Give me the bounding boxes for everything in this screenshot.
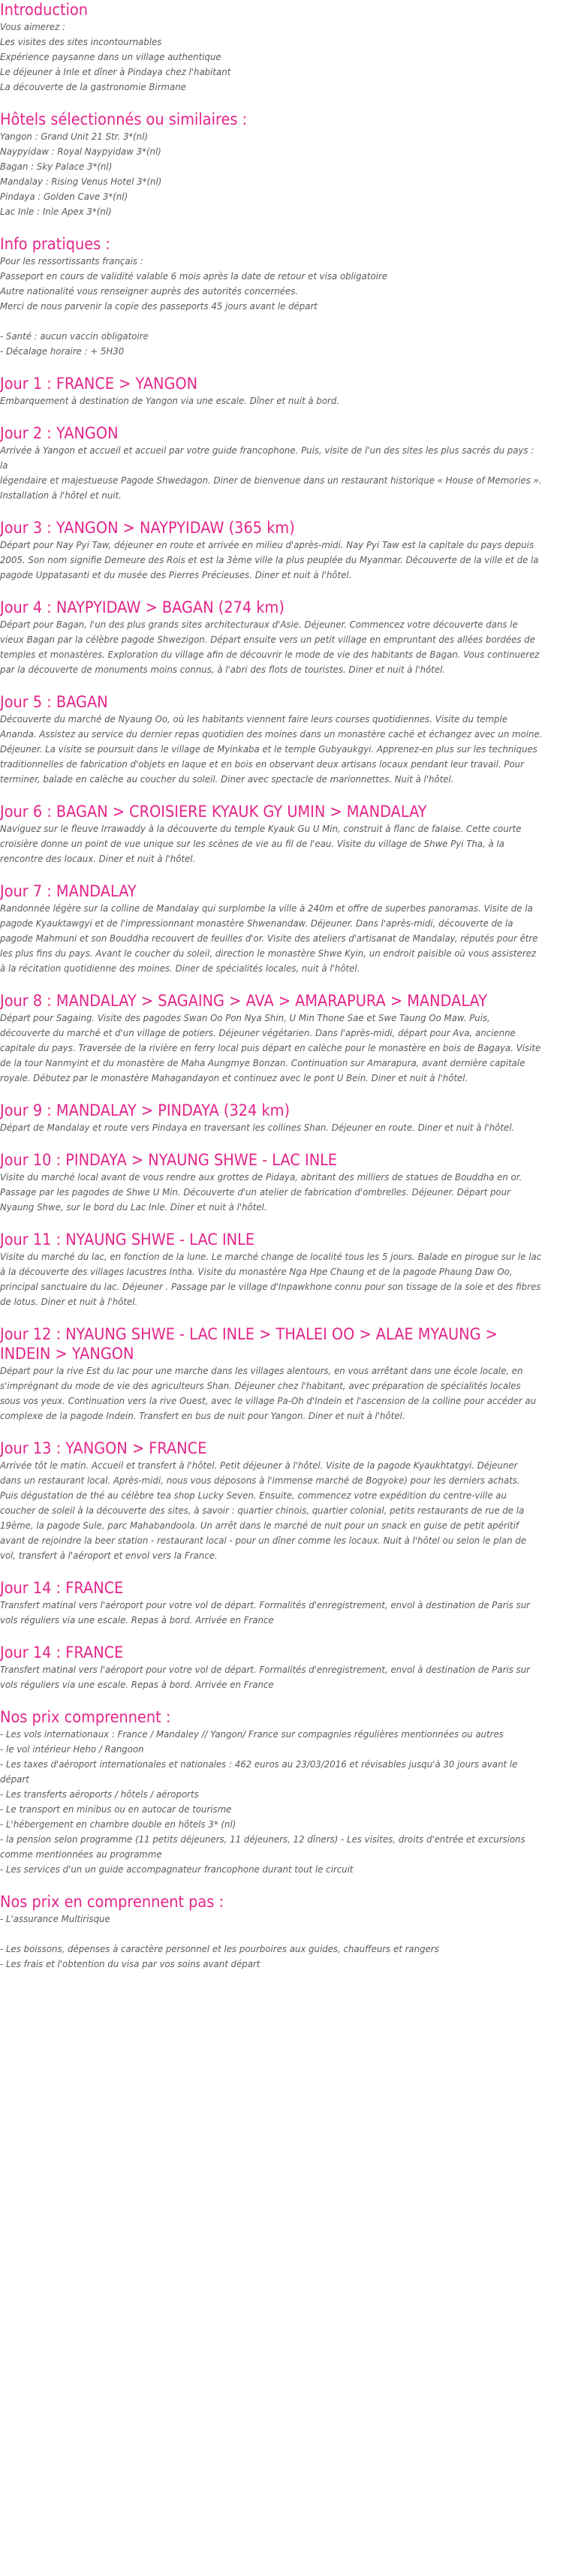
section-text-line: - L'assurance Multirisque: [0, 1914, 110, 1924]
section-text-line: Nyaung Shwe, sur le bord du Lac Inle. Diner et nuit à l'hôtel.: [0, 1202, 267, 1213]
section-title: Jour 14 : FRANCE: [0, 1579, 124, 1597]
section-text-line: - Les frais et l'obtention du visa par vos soins avant départ: [0, 1959, 260, 1969]
section-text-line: Puis dégustation de thé au célèbre tea shop Lucky Seven. Ensuite, commencez votre expédition du centre-ville au: [0, 1490, 507, 1501]
section: [0, 0, 554, 110]
section-spacer: [0, 866, 554, 881]
section-text-line: Pour les ressortissants français :: [0, 256, 143, 267]
section-title: Jour 1 : FRANCE > YANGON: [0, 375, 198, 393]
section-text-line: Déjeuner. La visite se poursuit dans le village de Myinkaba et le temple Gubyaukgyi. Apprenez-en plus sur les techniques: [0, 744, 537, 755]
section: [0, 1230, 554, 1324]
section-title: Jour 2 : YANGON: [0, 424, 119, 442]
section-text-line: - Les services d'un un guide accompagnateur francophone durant tout le circuit: [0, 1864, 354, 1875]
section-text-line: Le déjeuner à Inle et dîner à Pindaya chez l'habitant: [0, 67, 231, 77]
section-text-line: comme mentionnées au programme: [0, 1849, 162, 1860]
section-spacer: [0, 1424, 554, 1439]
section-title: Jour 13 : YANGON > FRANCE: [0, 1439, 207, 1457]
section-text-line: Départ de Mandalay et route vers Pindaya en traversant les collines Shan. Déjeuner en route. Diner et nuit à l'hôtel.: [0, 1122, 515, 1133]
section-text-line: principal sanctuaire du lac. Déjeuner . Passage par le village d'Inpawkhone connu pour son tissage de la soie et des fibres: [0, 1282, 541, 1292]
section-spacer: [0, 359, 554, 374]
section: [0, 991, 554, 1101]
section-text-line: Vous aimerez :: [0, 22, 65, 32]
section: [0, 1324, 554, 1439]
section-text-line: découverte du marché et d'un village de potiers. Déjeuner végétarien. Dans l'après-midi, départ pour Ava, ancienne: [0, 1028, 516, 1038]
section: [0, 692, 554, 802]
section-text-line: pagode Kyauktawgyi et de l'impressionnant monastère Shwenandaw. Déjeuner. Dans l'après-midi, découverte de la: [0, 918, 513, 929]
section-text-line: vol, transfert à l'aéroport et envol vers la France.: [0, 1550, 218, 1561]
section-spacer: [0, 677, 554, 692]
section-title: Jour 7 : MANDALAY: [0, 882, 137, 900]
section-text-line: 2005. Son nom signifie Demeure des Rois et est la 3ème ville la plus peuplée du Myanmar. Découverte de la ville et de la: [0, 555, 539, 565]
section-spacer: [0, 1972, 554, 1987]
section-text-line: Départ pour Bagan, l'un des plus grands sites architecturaux d'Asie. Déjeuner. Commencez votre découverte dans le: [0, 619, 518, 630]
section: [0, 374, 554, 423]
section-title: Jour 10 : PINDAYA > NYAUNG SHWE - LAC INLE: [0, 1151, 338, 1169]
section-text-line: - L'hébergement en chambre double en hôtels 3* (nl): [0, 1819, 236, 1830]
section-text-line: Randonnée légère sur la colline de Mandalay qui surplombe la ville à 240m et offre de superbes panoramas. Visite de la: [0, 903, 533, 914]
section-text-line: les plus fins du pays. Avant le coucher du soleil, direction le monastère Shwe Kyin, un endroit paisible où vous assisterez: [0, 948, 537, 959]
section-title: Jour 14 : FRANCE: [0, 1644, 124, 1662]
section-text-line: La découverte de la gastronomie Birmane: [0, 82, 186, 92]
section-text-line: - le vol intérieur Heho / Rangoon: [0, 1744, 144, 1755]
section-text-line: vieux Bagan par la célèbre pagode Shwezigon. Départ ensuite vers un petit village en empruntant des allées bordées de: [0, 634, 535, 645]
section: [0, 1578, 554, 1643]
section-spacer: [0, 1563, 554, 1578]
section-spacer: [0, 787, 554, 802]
section-text-line: Expérience paysanne dans un village authentique: [0, 52, 221, 62]
section-text-line: - Les vols internationaux : France / Mandaley // Yangon/ France sur compagnies régulières mentionnées ou autres: [0, 1729, 504, 1740]
section-text-line: Naviguez sur le fleuve Irrawaddy à la découverte du temple Kyauk Gu U Min, construit à flanc de falaise. Cette courte: [0, 824, 522, 834]
section-text-line: Merci de nous parvenir la copie des passeports 45 jours avant le départ: [0, 301, 318, 312]
section-text-line: Transfert matinal vers l'aéroport pour votre vol de départ. Formalités d'enregistrement, envol à destination de Paris sur: [0, 1600, 530, 1610]
section-title: Nos prix en comprennent pas :: [0, 1893, 224, 1911]
section-text-line: rencontre des locaux. Diner et nuit à l'hôtel.: [0, 854, 196, 864]
section-text-line: Naypyidaw : Royal Naypyidaw 3*(nl): [0, 146, 161, 157]
section-spacer: [0, 503, 554, 518]
section: [0, 110, 554, 234]
section-text-line: - Les taxes d'aéroport internationales et nationales : 462 euros au 23/03/2016 et révisables jusqu'à 30 jours avant le: [0, 1759, 518, 1770]
section-text-line: - Les transferts aéroports / hôtels / aéroports: [0, 1789, 199, 1800]
section-text-line: Découverte du marché de Nyaung Oo, où les habitants viennent faire leurs courses quotidiennes. Visite du temple: [0, 714, 507, 725]
section-text-line: Départ pour la rive Est du lac pour une marche dans les villages alentours, en vous arrêtant dans une école locale, en: [0, 1366, 523, 1376]
section-text-line: capitale du pays. Traversée de la rivière en ferry local puis départ en calèche pour le monastère en bois de Bagaya. Visite: [0, 1043, 541, 1053]
section-text-line: vols réguliers via une escale. Repas à bord. Arrivée en France: [0, 1615, 274, 1625]
section-text-line: légendaire et majestueuse Pagode Shwedagon. Diner de bienvenue dans un restaurant historique « House of Memories ».: [0, 475, 542, 486]
section-spacer: [0, 1086, 554, 1101]
section-text-line: par la découverte de monuments moins connus, à l'abri des flots de touristes. Diner et nuit à l'hôtel.: [0, 664, 446, 675]
section-text-line: Yangon : Grand Unit 21 Str. 3*(nl): [0, 131, 149, 142]
section-text-line: traditionnelles de fabrication d'objets en laque et en bois en observant deux artisans locaux pendant leur travail. Pour: [0, 759, 524, 770]
section-text-line: Les visites des sites incontournables: [0, 37, 162, 47]
section: [0, 1707, 554, 1892]
section-text-line: croisière donne un point de vue unique sur les scènes de vie au fil de l'eau. Visite du village de Shwe Pyi Tha, à la: [0, 839, 504, 849]
section-text-line: coucher de soleil à la découverte des sites, à savoir : quartier chinois, quartier colonial, petits restaurants de rue de la: [0, 1505, 525, 1516]
section-spacer: [0, 1877, 554, 1892]
section-spacer: [0, 1215, 554, 1230]
section-title: Info pratiques :: [0, 235, 110, 253]
section-text-line: Mandalay : Rising Venus Hotel 3*(nl): [0, 176, 162, 187]
section-text-line: avant de rejoindre la beer station - restaurant local - pour un dîner comme les locaux. Nuit à l'hôtel ou selon le plan de: [0, 1535, 527, 1546]
section-text-line: de la tour Nanmyint et du monastère de Maha Aungmye Bonzan. Continuation sur Amarapura, avant dernière capitale: [0, 1058, 525, 1068]
section-text-line: Pindaya : Golden Cave 3*(nl): [0, 191, 128, 202]
section-text-line: Passeport en cours de validité valable 6 mois après la date de retour et visa obligatoire: [0, 271, 387, 282]
section-title: Jour 11 : NYAUNG SHWE - LAC INLE: [0, 1231, 255, 1249]
section: [0, 1892, 554, 1987]
section-text-line: dans un restaurant local. Après-midi, nous vous déposons à l'immense marché de Bogyoke) pour les derniers achats.: [0, 1475, 520, 1486]
section-text-line: de lotus. Diner et nuit à l'hôtel.: [0, 1297, 138, 1307]
section-text-line: - la pension selon programme (11 petits déjeuners, 11 déjeuners, 12 dîners) - Les visites, droits d'entrée et excursions: [0, 1834, 525, 1845]
section: [0, 1101, 554, 1150]
section-text-line: Visite du marché du lac, en fonction de la lune. Le marché change de localité tous les 5 jours. Balade en pirogue sur le lac: [0, 1252, 542, 1262]
section: [0, 518, 554, 598]
section-title: Introduction: [0, 1, 88, 19]
section: [0, 234, 554, 374]
section: [0, 1150, 554, 1230]
section-text-line: royale. Débutez par le monastère Mahagandayon et continuez avec le pont U Bein. Diner et nuit à l'hôtel.: [0, 1073, 468, 1083]
section-text-line: Départ pour Nay Pyi Taw, déjeuner en route et arrivée en milieu d'après-midi. Nay Pyi Taw est la capitale du pays depuis: [0, 540, 534, 550]
section-spacer: [0, 583, 554, 598]
section-text-line: Lac Inle : Inle Apex 3*(nl): [0, 206, 112, 217]
section: [0, 598, 554, 692]
section-text-line: pagode Mahmuni et son Bouddha recouvert de feuilles d'or. Visite des ateliers d'artisanat de Mandalay, réputés pour être: [0, 933, 538, 944]
section: [0, 802, 554, 881]
section-text-line: Embarquement à destination de Yangon via une escale. Dîner et nuit à bord.: [0, 396, 340, 406]
section: [0, 1439, 554, 1578]
section-text-line: à la récitation quotidienne des moines. Diner de spécialités locales, nuit à l'hôtel.: [0, 963, 360, 974]
section-spacer: [0, 219, 554, 234]
section-text-line: Bagan : Sky Palace 3*(nl): [0, 161, 113, 172]
section-spacer: [0, 408, 554, 423]
section-text-line: - Les boissons, dépenses à caractère personnel et les pourboires aux guides, chauffeurs et rangers: [0, 1944, 439, 1954]
section: [0, 881, 554, 991]
section-text-line: Passage par les pagodes de Shwe U Min. Découverte d'un atelier de fabrication d'ombrelles. Déjeuner. Départ pour: [0, 1187, 510, 1198]
section-text-line: pagode Uppatasanti et du musée des Pierres Précieuses. Diner et nuit à l'hôtel.: [0, 570, 352, 580]
section: [0, 423, 554, 518]
section-title: Jour 4 : NAYPYIDAW > BAGAN (274 km): [0, 598, 284, 616]
section-text-line: Ananda. Assistez au service du dernier repas quotidien des moines dans un monastère caché et échangez avec un moine.: [0, 729, 543, 740]
section-text-line: s'imprégnant du mode de vie des agriculteurs Shan. Déjeuner chez l'habitant, avec préparation de spécialités locales: [0, 1381, 521, 1391]
section-text-line: - Santé : aucun vaccin obligatoire: [0, 331, 149, 342]
section-text-line: temples et monastères. Exploration du village afin de découvrir le mode de vie des habitants de Bagan. Vous continuerez: [0, 649, 540, 660]
section-text-line: - Décalage horaire : + 5H30: [0, 346, 125, 357]
section-text-line: [0, 1927, 543, 1942]
section-text-line: Arrivée tôt le matin. Accueil et transfert à l'hôtel. Petit déjeuner à l'hôtel. Visite de la pagode Kyaukhtatgyi. Déjeuner: [0, 1460, 518, 1471]
section-title: Jour 5 : BAGAN: [0, 693, 108, 711]
section-text-line: - Le transport en minibus ou en autocar de tourisme: [0, 1804, 232, 1815]
section-text-line: Autre nationalité vous renseigner auprès des autorités concernées.: [0, 286, 299, 297]
section-spacer: [0, 1309, 554, 1324]
section-text-line: vols réguliers via une escale. Repas à bord. Arrivée en France: [0, 1680, 274, 1690]
section-text-line: complexe de la pagode Indein. Transfert en bus de nuit pour Yangon. Diner et nuit à l'hôtel.: [0, 1411, 405, 1421]
section-text-line: Arrivée à Yangon et accueil et accueil par votre guide francophone. Puis, visite de l'un des sites les plus sacrés du pays : la: [0, 445, 534, 471]
section-text-line: Transfert matinal vers l'aéroport pour votre vol de départ. Formalités d'enregistrement, envol à destination de Paris sur: [0, 1665, 530, 1675]
section-title: Nos prix comprennent :: [0, 1708, 171, 1726]
section-title: Jour 9 : MANDALAY > PINDAYA (324 km): [0, 1101, 291, 1119]
section-text-line: terminer, balade en calèche au coucher du soleil. Diner avec spectacle de marionnettes. Nuit à l'hôtel.: [0, 774, 454, 785]
section-text-line: Départ pour Sagaing. Visite des pagodes Swan Oo Pon Nya Shin, U Min Thone Sae et Swe Taung Oo Maw. Puis,: [0, 1013, 490, 1023]
section-title: Hôtels sélectionnés ou similaires :: [0, 110, 248, 128]
section-text-line: sous vos yeux. Continuation vers la rive Ouest, avec le village Pa-Oh d'Indein et l'ascension de la colline pour accéder au: [0, 1396, 537, 1406]
section-text-line: [0, 314, 543, 329]
section-spacer: [0, 976, 554, 991]
section-spacer: [0, 1628, 554, 1643]
section-spacer: [0, 1135, 554, 1150]
section-title: Jour 12 : NYAUNG SHWE - LAC INLE > THALEI OO > ALAE MYAUNG > INDEIN > YANGON: [0, 1325, 498, 1363]
section-spacer: [0, 1692, 554, 1707]
section-spacer: [0, 95, 554, 110]
section-text-line: à la découverte des villages lacustres Intha. Visite du monastère Nga Hpe Chaung et de la pagode Phaung Daw Oo,: [0, 1267, 513, 1277]
section-title: Jour 6 : BAGAN > CROISIERE KYAUK GY UMIN > MANDALAY: [0, 803, 427, 821]
section-text-line: 19ème, la pagode Sule, parc Mahabandoola. Un arrêt dans le marché de nuit pour un snack en guise de petit apéritif: [0, 1520, 519, 1531]
section: [0, 1643, 554, 1707]
section-text-line: Visite du marché local avant de vous rendre aux grottes de Pidaya, abritant des milliers de statues de Bouddha en or.: [0, 1172, 522, 1183]
section-text-line: Installation à l'hôtel et nuit.: [0, 490, 122, 501]
section-title: Jour 3 : YANGON > NAYPYIDAW (365 km): [0, 519, 295, 537]
section-title: Jour 8 : MANDALAY > SAGAING > AVA > AMARAPURA > MANDALAY: [0, 992, 488, 1010]
section-text-line: départ: [0, 1774, 29, 1785]
